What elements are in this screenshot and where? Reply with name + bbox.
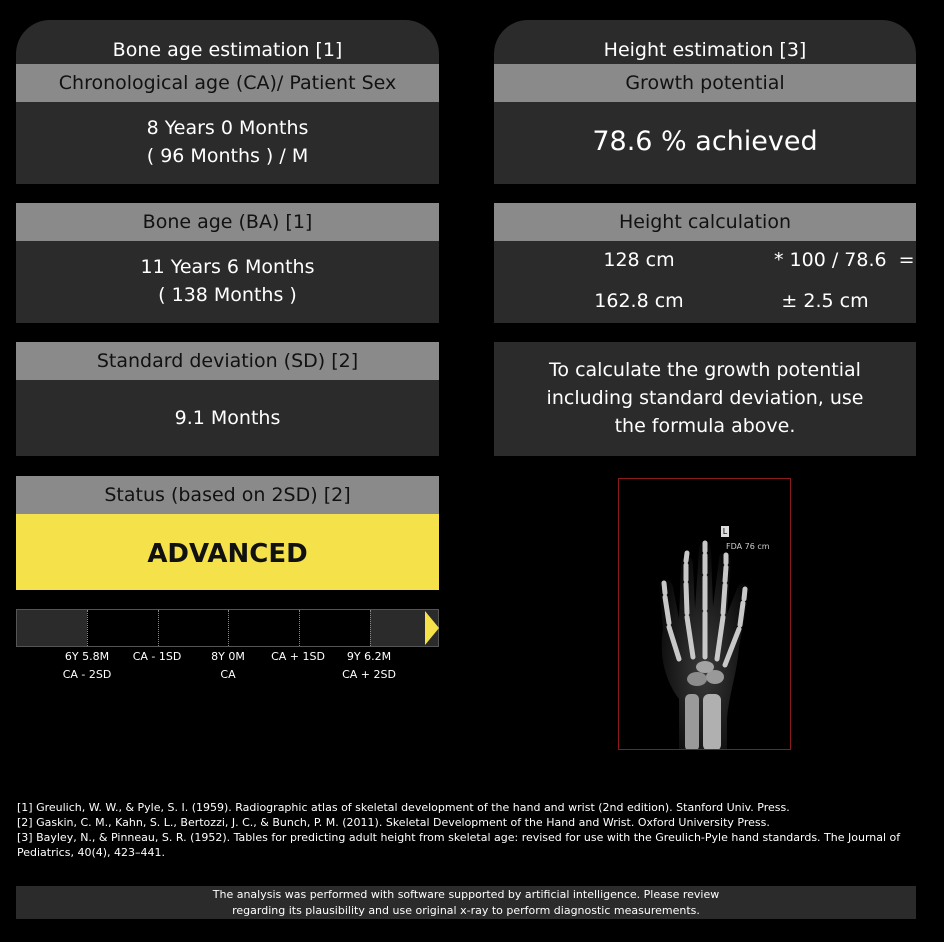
gp-value: 78.6 % achieved <box>592 126 818 157</box>
reference-3: [3] Bayley, N., & Pinneau, S. R. (1952). Tables for predicting adult height from skeletal age: revised for use with the Greulich-Pyle hand standards. The Journal of Pediatrics, 40(4), 423–441. <box>17 831 901 859</box>
bone-age-title-text: Bone age estimation [1] <box>112 39 343 61</box>
ai-disclaimer <box>16 886 916 919</box>
reference-2: [2] Gaskin, C. M., Kahn, S. L., Bertozzi, J. C., & Bunch, P. M. (2011). Skeletal Development of the Hand and Wrist. Oxford University Press. <box>17 816 770 829</box>
calc-row1-left: 128 cm <box>603 249 675 271</box>
scale-divider <box>228 610 229 646</box>
ba-line2: ( 138 Months ) <box>158 284 297 306</box>
status-value: ADVANCED <box>147 539 308 569</box>
scale-tick-5: 9Y 6.2M CA + 2SD <box>342 650 396 681</box>
hand-xray-icon <box>619 479 791 750</box>
ca-line1: 8 Years 0 Months <box>146 117 309 139</box>
ba-line1: 11 Years 6 Months <box>140 256 315 278</box>
status-scale <box>16 609 439 647</box>
calc-card <box>494 241 916 323</box>
ca-header: Chronological age (CA)/ Patient Sex <box>16 64 439 102</box>
scale-marker-icon <box>425 611 439 645</box>
formula-note-text: To calculate the growth potential including standard deviation, use the formula above. <box>546 359 864 437</box>
calc-row2-left: 162.8 cm <box>594 290 684 312</box>
sd-value: 9.1 Months <box>174 407 281 429</box>
calc-row1-right: * 100 / 78.6 = <box>774 249 915 271</box>
scale-tick-1: 6Y 5.8M CA - 2SD <box>62 650 112 681</box>
scale-segment-low <box>17 610 87 646</box>
reference-1: [1] Greulich, W. W., & Pyle, S. I. (1959). Radiographic atlas of skeletal development of the hand and wrist (2nd edition). Stanford Univ. Press. <box>17 801 790 814</box>
gp-header: Growth potential <box>494 64 916 102</box>
calc-row2-right: ± 2.5 cm <box>781 290 869 312</box>
status-badge <box>16 514 439 590</box>
sd-header: Standard deviation (SD) [2] <box>16 342 439 380</box>
scale-tick-4: CA + 1SD <box>271 650 325 663</box>
ai-disclaimer-text: The analysis was performed with software supported by artificial intelligence. Please review regarding its plausibility and use original x-ray to perform diagnostic measurements. <box>212 888 720 917</box>
ca-card <box>16 102 439 184</box>
scale-divider <box>158 610 159 646</box>
ba-header: Bone age (BA) [1] <box>16 203 439 241</box>
xray-marker-letter: L <box>722 527 728 536</box>
bone-age-panel-title <box>16 20 439 64</box>
references <box>17 800 922 860</box>
ca-line2: ( 96 Months ) / M <box>146 145 309 167</box>
xray-fda-label: FDA 76 cm <box>726 542 770 551</box>
height-panel-title <box>494 20 916 64</box>
scale-tick-3: 8Y 0M CA <box>211 650 245 681</box>
height-title-text: Height estimation [3] <box>603 39 807 61</box>
ba-card <box>16 241 439 323</box>
formula-note <box>494 342 916 456</box>
scale-divider <box>299 610 300 646</box>
scale-tick-2: CA - 1SD <box>132 650 182 663</box>
sd-card <box>16 380 439 456</box>
scale-divider <box>87 610 88 646</box>
status-header: Status (based on 2SD) [2] <box>16 476 439 514</box>
scale-divider <box>370 610 371 646</box>
gp-card <box>494 102 916 184</box>
calc-header: Height calculation <box>494 203 916 241</box>
xray-image <box>618 478 791 750</box>
